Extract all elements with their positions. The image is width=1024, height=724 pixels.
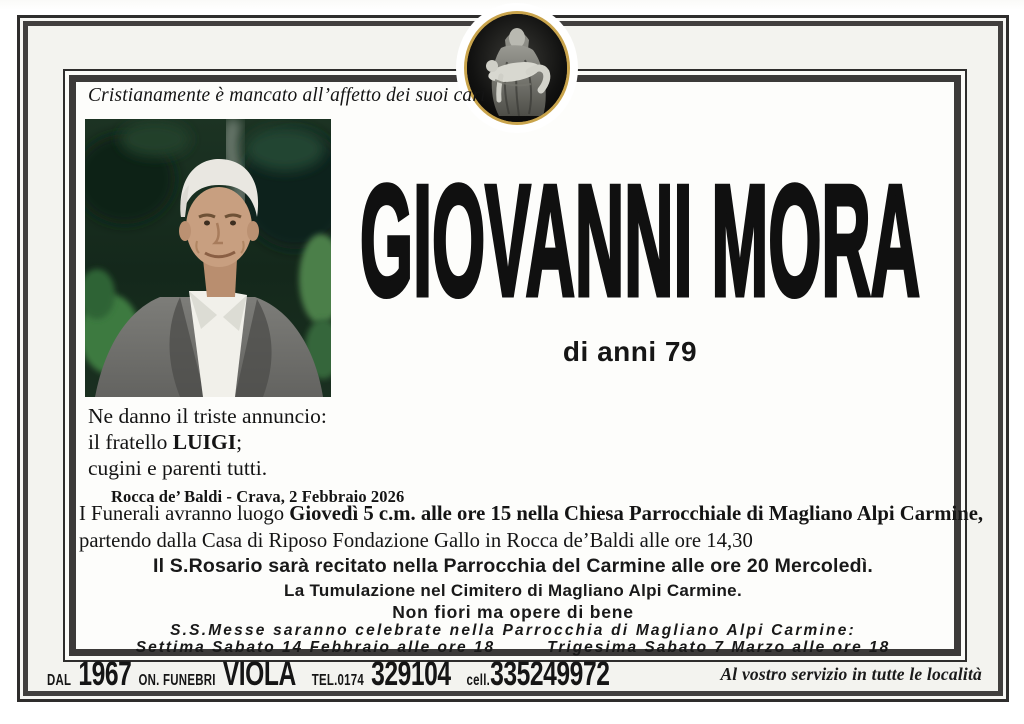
scan-artifact bbox=[0, 0, 1024, 10]
flowers-line: Non fiori ma opere di bene bbox=[392, 602, 634, 622]
phone-label: TEL.0174 bbox=[311, 670, 365, 689]
cell-label: cell. bbox=[466, 670, 491, 689]
phone-number: 329104 bbox=[371, 654, 451, 693]
masses-settima: Settima Sabato 14 Febbraio alle ore 18 bbox=[135, 639, 496, 656]
since-year: 1967 bbox=[78, 654, 132, 693]
announcement-line1: Ne danno il triste annuncio: bbox=[88, 404, 327, 428]
age-line: di anni 79 bbox=[562, 336, 698, 367]
place-date-line: Rocca de’ Baldi - Crava, 2 Febbraio 2026 bbox=[111, 487, 405, 506]
deceased-name bbox=[344, 179, 936, 301]
relation-prefix: il fratello bbox=[88, 430, 173, 454]
intro-line: Cristianamente è mancato all’affetto dei suoi cari bbox=[88, 84, 486, 106]
funeral-paragraph bbox=[79, 500, 984, 553]
footer-tagline: Al vostro servizio in tutte le località bbox=[720, 664, 982, 684]
masses-trigesima: Trigesima Sabato 7 Marzo alle ore 18 bbox=[547, 639, 891, 656]
relation-suffix: ; bbox=[236, 430, 243, 454]
deceased-name-text: GIOVANNI MORA bbox=[359, 179, 921, 301]
announcement-block bbox=[88, 403, 404, 510]
portrait-photo bbox=[85, 119, 331, 397]
company-type: ON. FUNEBRI bbox=[138, 670, 216, 689]
masses-title: S.S.Messe saranno celebrate nella Parrocchia di Magliano Alpi Carmine: bbox=[170, 622, 856, 639]
since-label: DAL bbox=[47, 670, 72, 689]
funeral-line1-bold: Giovedì 5 c.m. alle ore 15 nella Chiesa Parrocchiale di Magliano Alpi Carmine, bbox=[289, 501, 984, 525]
cell-number: 335249972 bbox=[490, 654, 610, 693]
funeral-line1 bbox=[79, 500, 984, 527]
funeral-line2: partendo dalla Casa di Riposo Fondazione Gallo in Rocca de’Baldi alle ore 14,30 bbox=[79, 527, 753, 552]
portrait-illustration bbox=[85, 119, 331, 397]
pieta-medallion bbox=[464, 11, 570, 125]
relative-name: LUIGI bbox=[172, 430, 237, 454]
rosary-line: Il S.Rosario sarà recitato nella Parrocchia del Carmine alle ore 20 Mercoledì. bbox=[152, 555, 874, 577]
cell-pair bbox=[467, 654, 610, 693]
announcement-line3: cugini e parenti tutti. bbox=[88, 456, 268, 480]
burial-line: La Tumulazione nel Cimitero di Magliano Alpi Carmine. bbox=[284, 581, 742, 600]
announcement-line2 bbox=[88, 429, 404, 455]
funeral-home-banner bbox=[47, 654, 609, 691]
company-name: VIOLA bbox=[222, 654, 296, 693]
funeral-line1-regular: I Funerali avranno luogo bbox=[79, 501, 290, 525]
